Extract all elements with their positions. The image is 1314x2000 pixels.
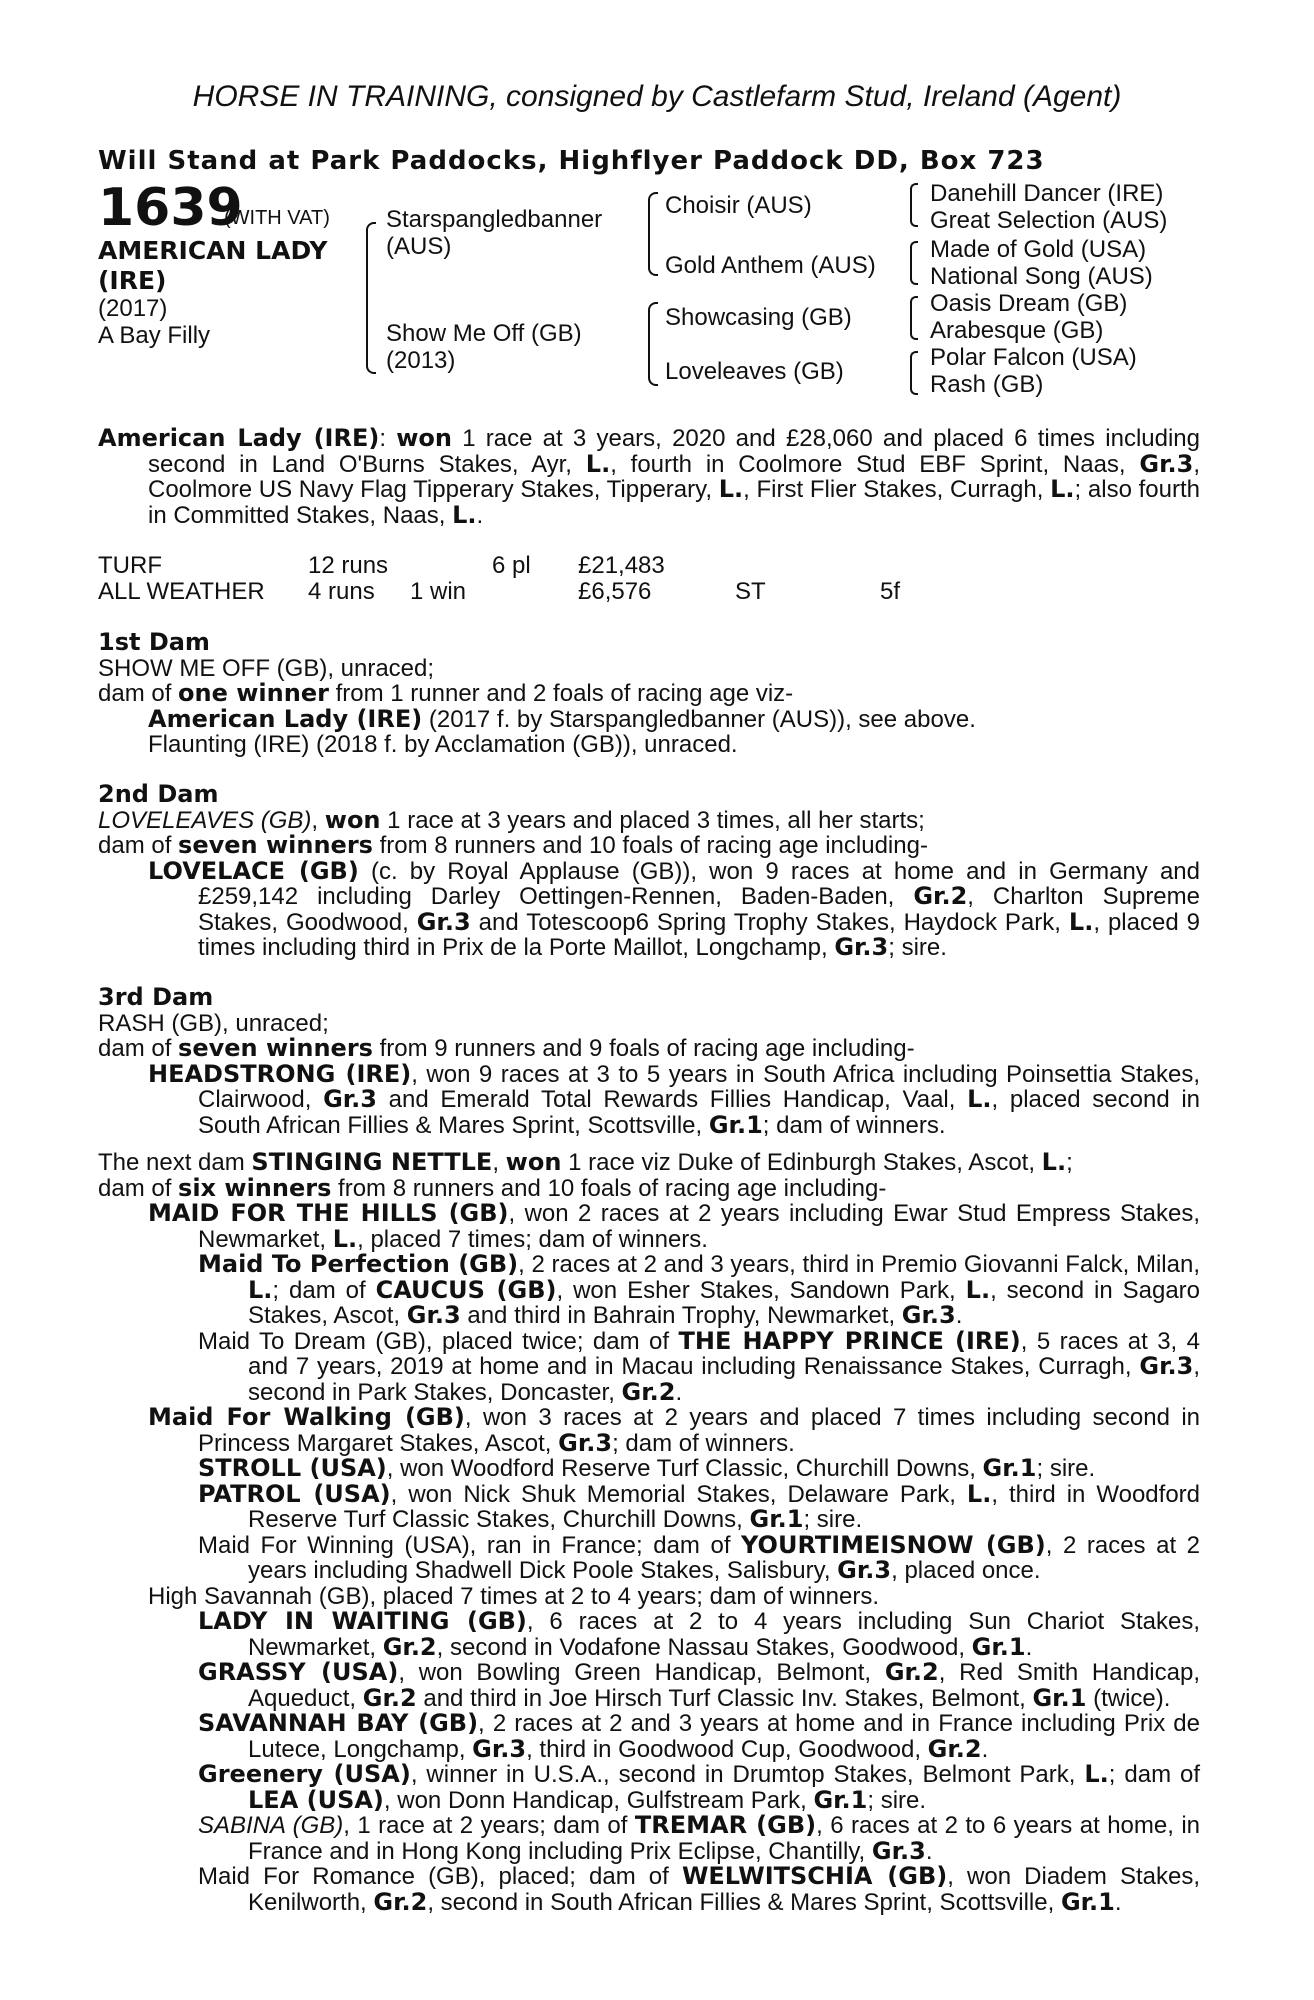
ped-ddd: Rash (GB)	[930, 371, 1044, 398]
t: Gr.3	[406, 1301, 461, 1329]
t: YOURTIMEISNOW (GB)	[741, 1530, 1046, 1559]
t: Gr.2	[373, 1887, 428, 1916]
t: LADY IN WAITING (GB)	[198, 1607, 527, 1635]
t: , won Esher Stakes, Sandown Park,	[556, 1276, 966, 1304]
produce-entry: Flaunting (IRE) (2018 f. by Acclamation (GB)), unraced.	[148, 731, 738, 758]
dam-produce-line	[98, 1036, 1200, 1062]
t: Gr.1	[971, 1632, 1026, 1661]
t: .	[1025, 1633, 1033, 1661]
record-surface: TURF	[98, 552, 162, 579]
t: Gr.3	[1139, 1352, 1194, 1380]
ped-dd: Loveleaves (GB)	[665, 358, 844, 385]
horse-name-line2: (IRE)	[98, 266, 167, 295]
t: won	[324, 805, 381, 834]
pedigree-brace	[910, 183, 918, 227]
t: , 2 races at 2 years including Shadwell Dick Poole Stakes, Salisbury,	[248, 1531, 1200, 1584]
t: dam of	[98, 1174, 179, 1202]
t: L.	[966, 1479, 992, 1508]
t: 1 race at 3 years and placed 3 times, all her starts;	[380, 806, 925, 834]
t: ; sire.	[803, 1506, 863, 1533]
t: LOVELEAVES (GB)	[98, 806, 312, 834]
t: , won 2 races at 2 years including Ewar Stud Empress Stakes, Newmarket,	[198, 1200, 1200, 1253]
t: Gr.3	[416, 907, 471, 936]
lot-number: 1639	[98, 178, 243, 238]
t: Greenery (USA)	[198, 1760, 411, 1788]
horse-name	[98, 236, 328, 296]
t: Gr.3	[837, 1556, 892, 1584]
t: , placed 7 times; dam of winners.	[357, 1225, 708, 1253]
produce-entry	[98, 1530, 1200, 1584]
t: Gr.1	[749, 1505, 804, 1533]
t: (twice).	[1086, 1684, 1171, 1712]
t: Gr.2	[927, 1734, 982, 1763]
t: TREMAR (GB)	[634, 1811, 817, 1839]
t: from 9 runners and 9 foals of racing age including-	[372, 1035, 915, 1062]
t: , won 3 races at 2 years and placed 7 times including second in Princess Margaret Stakes, Ascot,	[198, 1404, 1200, 1457]
horse-name-line1: AMERICAN LADY	[98, 236, 328, 265]
t: Maid To Dream (GB), placed twice; dam of	[198, 1327, 679, 1355]
t: , second in Park Stakes, Doncaster,	[248, 1353, 1200, 1406]
ped-dss: Oasis Dream (GB)	[930, 290, 1128, 317]
dam-line	[98, 805, 1200, 834]
produce-entry	[98, 1456, 1200, 1482]
third-dam-section	[98, 985, 1200, 1138]
t: SAVANNAH BAY (GB)	[198, 1709, 479, 1737]
produce-entry	[98, 1405, 1200, 1456]
ped-sdd: National Song (AUS)	[930, 263, 1153, 290]
dam-line: SHOW ME OFF (GB), unraced;	[98, 654, 435, 682]
t: .	[476, 501, 484, 529]
pedigree-brace	[366, 222, 376, 374]
record-placed: 6 pl	[492, 552, 531, 579]
t: , won Diadem Stakes, Kenilworth,	[248, 1863, 1201, 1916]
t: ; dam of winners.	[612, 1429, 795, 1457]
t: ; sire.	[888, 934, 947, 961]
record-wins: 1 win	[410, 578, 467, 605]
record-runs: 12 runs	[308, 552, 389, 579]
dam-produce-line	[98, 681, 1200, 707]
t: CAUCUS (GB)	[375, 1275, 557, 1304]
t: Gr.3	[472, 1734, 527, 1763]
listed: L.	[718, 475, 744, 503]
section-heading: 2nd Dam	[98, 780, 219, 808]
produce-entry	[98, 1660, 1200, 1711]
t: seven winners	[178, 1034, 373, 1062]
produce-entry	[98, 1609, 1200, 1660]
t: STROLL (USA)	[198, 1454, 387, 1482]
ped-sire: Starspangledbanner	[386, 206, 603, 233]
t: 1 race viz Duke of Edinburgh Stakes, Ascot,	[561, 1149, 1042, 1176]
record-prize: £6,576	[578, 578, 652, 605]
record-runs: 4 runs	[308, 578, 375, 605]
ped-ss: Choisir (AUS)	[665, 192, 812, 219]
t: , won Donn Handicap, Gulfstream Park,	[383, 1786, 814, 1814]
t: .	[955, 1302, 963, 1329]
t: Gr.3	[323, 1085, 377, 1113]
produce-entry	[98, 856, 1200, 961]
t: , Coolmore US Navy Flag Tipperary Stakes, Tipperary,	[148, 450, 1200, 503]
t: High Savannah (GB), placed 7 times at 2 to 4 years; dam of winners.	[148, 1582, 880, 1610]
t: .	[675, 1378, 683, 1406]
t: L.	[1041, 1148, 1067, 1176]
t: , won Woodford Reserve Turf Classic, Churchill Downs,	[386, 1455, 983, 1482]
t: , third in Woodford Reserve Turf Classic Stakes, Churchill Downs,	[248, 1480, 1201, 1533]
t: from 8 runners and 10 foals of racing age including-	[331, 1174, 887, 1202]
t: ; sire.	[867, 1786, 927, 1814]
t: , second in Vodafone Nassau Stakes, Goodwood,	[436, 1633, 972, 1661]
t: ,	[492, 1149, 506, 1176]
t: , won 9 races at 3 to 5 years in South Africa including Poinsettia Stakes, Clairwood,	[198, 1060, 1200, 1113]
t: Gr.3	[558, 1428, 613, 1457]
t: Gr.3	[871, 1836, 926, 1865]
section-heading: 1st Dam	[98, 628, 210, 656]
t: L.	[965, 1275, 991, 1304]
t: .	[1114, 1888, 1122, 1916]
t: .	[925, 1837, 933, 1865]
t: Gr.2	[884, 1658, 939, 1686]
t: ; dam of	[1108, 1761, 1201, 1788]
t: , third in Goodwood Cup, Goodwood,	[526, 1735, 928, 1763]
t: (c. by Royal Applause (GB)), won 9 races at home and in Germany and £259,142 including Darley Oettingen-Rennen, Baden-Baden,	[198, 857, 1200, 910]
produce-entry	[98, 1479, 1201, 1533]
t: dam of	[98, 832, 179, 859]
t: and Emerald Total Rewards Fillies Handicap, Vaal,	[377, 1086, 968, 1113]
t: L.	[248, 1275, 273, 1304]
stand-location: Will Stand at Park Paddocks, Highflyer Paddock DD, Box 723	[98, 146, 1045, 176]
t: ; also fourth in Committed Stakes, Naas,	[148, 476, 1200, 529]
t: LOVELACE (GB)	[148, 856, 359, 885]
t: Gr.2	[362, 1683, 417, 1712]
listed: L.	[585, 449, 611, 478]
t: from 1 runner and 2 foals of racing age viz-	[328, 680, 794, 707]
dam-produce-line	[98, 833, 1200, 859]
t: , placed second in South African Fillies & Mares Sprint, Scottsville,	[198, 1086, 1201, 1139]
produce-entry	[98, 704, 1200, 733]
t: American Lady (IRE)	[148, 704, 423, 733]
produce-entry	[98, 1864, 1200, 1915]
t: won	[505, 1148, 562, 1176]
t: Gr.1	[1032, 1683, 1087, 1712]
t: Gr.2	[621, 1377, 676, 1406]
t: (2017 f. by Starspangledbanner (AUS)), see above.	[422, 705, 976, 733]
t: Maid For Romance (GB), placed; dam of	[198, 1863, 682, 1890]
t: HEADSTRONG (IRE)	[148, 1059, 412, 1088]
produce-entry	[98, 1813, 1200, 1864]
ped-ds: Showcasing (GB)	[665, 304, 852, 331]
t: :	[379, 425, 397, 452]
foaling-year: (2017)	[98, 295, 168, 322]
ped-dam-year: (2013)	[386, 347, 456, 374]
t: PATROL (USA)	[198, 1479, 391, 1508]
ped-ssd: Great Selection (AUS)	[930, 207, 1168, 234]
produce-entry	[98, 1201, 1200, 1252]
produce-entry	[98, 1059, 1201, 1139]
section-heading: 3rd Dam	[98, 983, 214, 1011]
ped-dds: Polar Falcon (USA)	[930, 344, 1137, 371]
t: Gr.2	[913, 882, 968, 910]
t: Gr.1	[1060, 1887, 1115, 1916]
t: Gr.1	[813, 1785, 868, 1814]
ped-sss: Danehill Dancer (IRE)	[930, 180, 1164, 207]
t: Gr.1	[708, 1110, 763, 1139]
t: and third in Joe Hirsch Turf Classic Inv. Stakes, Belmont,	[416, 1684, 1033, 1712]
dam-line: RASH (GB), unraced;	[98, 1009, 329, 1037]
t: , 6 races at 2 to 4 years including Sun Chariot Stakes, Newmarket,	[248, 1608, 1200, 1661]
t: Maid To Perfection (GB)	[198, 1250, 519, 1278]
winners-count: one winner	[178, 679, 329, 707]
t: , 2 races at 2 and 3 years at home and in France including Prix de Lutece, Longchamp,	[248, 1710, 1200, 1763]
t: .	[981, 1735, 989, 1763]
t: ;	[1066, 1149, 1073, 1176]
pedigree-brace	[910, 296, 918, 340]
t: , second in Sagaro Stakes, Ascot,	[248, 1276, 1201, 1329]
t: Gr.1	[982, 1454, 1037, 1482]
t: and third in Bahrain Trophy, Newmarket,	[460, 1302, 902, 1329]
record-prize: £21,483	[578, 552, 665, 579]
t: , 2 races at 2 and 3 years, third in Premio Giovanni Falck, Milan,	[518, 1251, 1201, 1278]
first-dam-section	[98, 630, 1200, 758]
t: , won Nick Shuk Memorial Stakes, Delaware Park,	[390, 1480, 967, 1508]
t: , First Flier Stakes, Curragh,	[743, 476, 1051, 503]
vat-label: (WITH VAT)	[224, 207, 330, 229]
t: Gr.2	[382, 1632, 437, 1661]
t: , Red Smith Handicap, Aqueduct,	[248, 1659, 1200, 1712]
t: , Charlton Supreme Stakes, Goodwood,	[198, 883, 1200, 936]
t: , 6 races at 2 to 6 years at home, in France and in Hong Kong including Prix Eclipse, Chantilly,	[248, 1812, 1201, 1865]
t: ,	[311, 806, 325, 834]
t: , placed once.	[891, 1557, 1041, 1584]
t: , 5 races at 3, 4 and 7 years, 2019 at home and in Macau including Renaissance Stakes, Curragh,	[248, 1327, 1201, 1380]
t: , fourth in Coolmore Stud EBF Sprint, Naas,	[610, 450, 1140, 478]
t: Maid For Walking (GB)	[148, 1403, 465, 1431]
t: ; dam of	[272, 1276, 376, 1304]
t: dam of	[98, 1035, 179, 1062]
t: WELWITSCHIA (GB)	[681, 1862, 948, 1890]
t: Gr.3	[834, 933, 889, 961]
horse-description: A Bay Filly	[98, 322, 211, 349]
t: ; dam of winners.	[762, 1111, 946, 1139]
pedigree-brace	[648, 302, 658, 386]
record-distance: 5f	[880, 578, 901, 605]
pedigree-brace	[648, 192, 658, 276]
ped-dam: Show Me Off (GB)	[386, 320, 582, 347]
t: L.	[967, 1085, 992, 1113]
t: STINGING NETTLE	[251, 1148, 493, 1176]
record-surface: ALL WEATHER	[98, 578, 265, 605]
pedigree-brace	[910, 241, 918, 285]
t: from 8 runners and 10 foals of racing age including-	[372, 832, 928, 859]
grade: Gr.3	[1139, 449, 1194, 478]
t: dam of	[98, 680, 179, 707]
t: The next dam	[98, 1149, 252, 1176]
t: Maid For Winning (USA), ran in France; dam of	[198, 1531, 742, 1559]
won-label: won	[396, 424, 452, 452]
t: THE HAPPY PRINCE (IRE)	[678, 1326, 1021, 1355]
t: LEA (USA)	[248, 1785, 384, 1814]
t: 1 race at 3 years, 2020 and £28,060 and placed 6 times including second in Land O'Burns Stakes, Ayr,	[148, 425, 1201, 478]
ped-sire-country: (AUS)	[386, 233, 452, 260]
t: , winner in U.S.A., second in Drumtop Stakes, Belmont Park,	[410, 1761, 1085, 1788]
produce-entry	[98, 1762, 1200, 1813]
t: , placed 9 times including third in Prix de la Porte Maillot, Longchamp,	[198, 908, 1200, 961]
t: six winners	[178, 1173, 332, 1202]
produce-entry	[98, 1584, 1200, 1610]
t: , won Bowling Green Handicap, Belmont,	[398, 1659, 885, 1686]
t: , second in South African Fillies & Mares Sprint, Scottsville,	[427, 1888, 1061, 1916]
t: , 1 race at 2 years; dam of	[343, 1812, 635, 1839]
ped-dsd: Arabesque (GB)	[930, 317, 1104, 344]
listed: L.	[1050, 475, 1075, 503]
t: MAID FOR THE HILLS (GB)	[148, 1199, 509, 1227]
summary-name: American Lady (IRE)	[98, 424, 380, 452]
produce-entry	[98, 1326, 1201, 1406]
t: L.	[1068, 907, 1094, 936]
produce-entry	[98, 1711, 1200, 1762]
second-dam-section	[98, 782, 1200, 961]
t: ; sire.	[1036, 1455, 1096, 1482]
t: SABINA (GB)	[198, 1812, 344, 1839]
ped-sds: Made of Gold (USA)	[930, 236, 1147, 263]
t: L.	[1084, 1760, 1109, 1788]
next-dam-section	[98, 1150, 1200, 1915]
t: GRASSY (USA)	[198, 1658, 399, 1686]
race-summary	[98, 426, 1200, 528]
catalogue-header: HORSE IN TRAINING, consigned by Castlefarm Stud, Ireland (Agent)	[192, 80, 1122, 113]
produce-entry	[98, 1252, 1200, 1329]
t: seven winners	[178, 831, 373, 859]
t: Gr.3	[901, 1301, 956, 1329]
record-code: ST	[735, 578, 766, 605]
listed: L.	[452, 500, 477, 529]
dam-line	[98, 1150, 1200, 1176]
dam-produce-line	[98, 1173, 1200, 1202]
ped-sd: Gold Anthem (AUS)	[665, 252, 876, 279]
t: L.	[332, 1224, 358, 1253]
t: and Totescoop6 Spring Trophy Stakes, Haydock Park,	[470, 908, 1069, 936]
pedigree-brace	[910, 351, 918, 395]
